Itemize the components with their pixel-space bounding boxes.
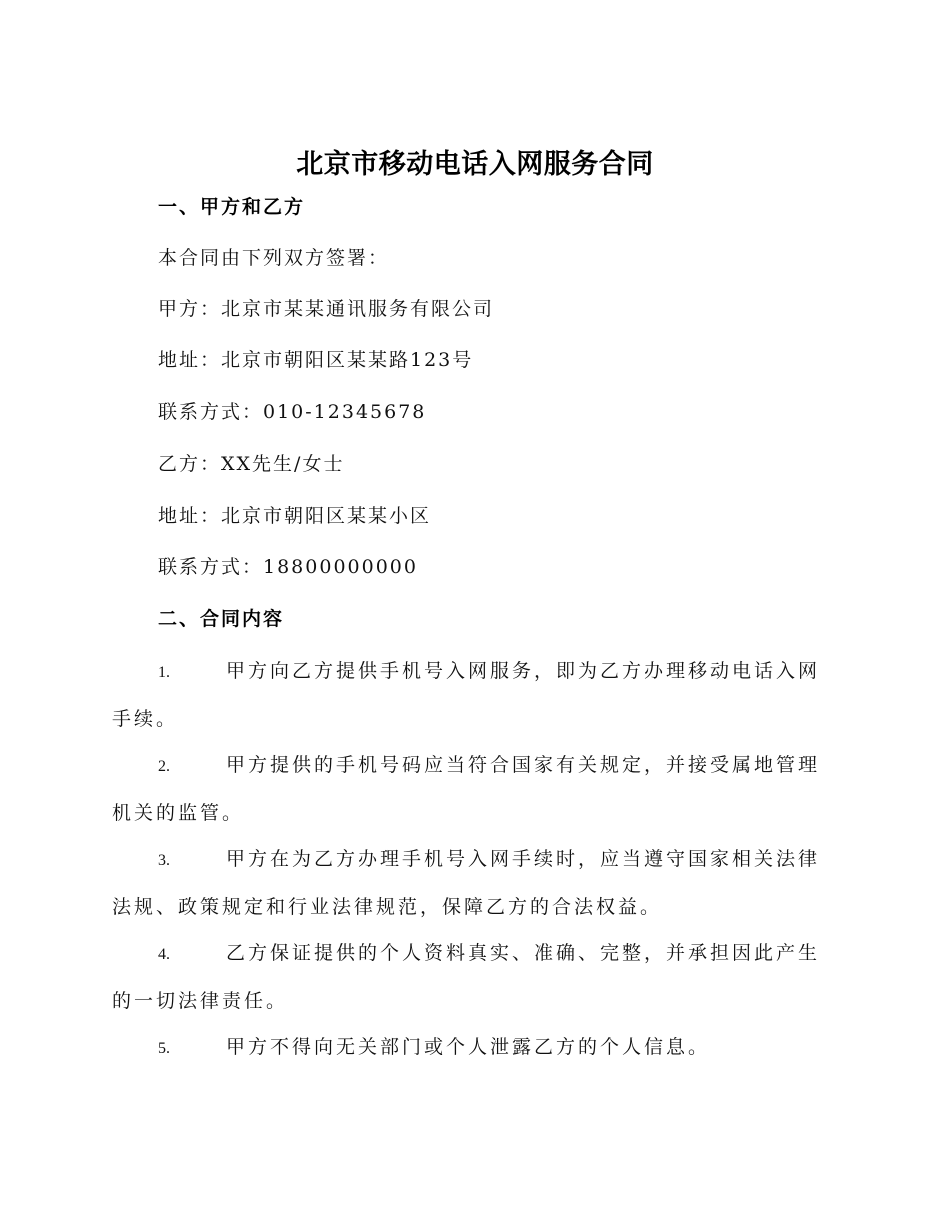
section-heading-parties: 一、甲方和乙方 <box>158 196 306 218</box>
contract-item <box>112 930 834 1024</box>
contract-item <box>112 742 834 836</box>
item-text: 甲方在为乙方办理手机号入网手续时，应当遵守国家相关法律法规、政策规定和行业法律规范，保障乙方的合法权益。 <box>112 848 821 918</box>
party-b-name: 乙方：XX先生/女士 <box>158 453 345 475</box>
item-number: 1. <box>158 664 170 681</box>
section-heading-content: 二、合同内容 <box>158 608 285 630</box>
item-number: 4. <box>158 946 170 963</box>
contract-item <box>112 648 834 742</box>
contract-item <box>112 836 834 930</box>
item-text: 乙方保证提供的个人资料真实、准确、完整，并承担因此产生的一切法律责任。 <box>112 942 821 1012</box>
party-a-address: 地址：北京市朝阳区某某路123号 <box>158 349 474 371</box>
document-title: 北京市移动电话入网服务合同 <box>296 149 654 180</box>
item-number: 3. <box>158 852 170 869</box>
contract-item <box>112 1024 834 1072</box>
item-number: 5. <box>158 1040 170 1057</box>
party-b-contact: 联系方式：18800000000 <box>158 556 418 578</box>
item-text: 甲方向乙方提供手机号入网服务，即为乙方办理移动电话入网手续。 <box>112 660 821 730</box>
item-number: 2. <box>158 758 170 775</box>
party-b-address: 地址：北京市朝阳区某某小区 <box>158 505 432 527</box>
intro-line: 本合同由下列双方签署： <box>158 247 390 269</box>
party-a-name: 甲方：北京市某某通讯服务有限公司 <box>158 298 495 320</box>
item-text: 甲方提供的手机号码应当符合国家有关规定，并接受属地管理机关的监管。 <box>112 754 821 824</box>
item-text: 甲方不得向无关部门或个人泄露乙方的个人信息。 <box>226 1036 711 1058</box>
party-a-contact: 联系方式：010-12345678 <box>158 401 427 423</box>
